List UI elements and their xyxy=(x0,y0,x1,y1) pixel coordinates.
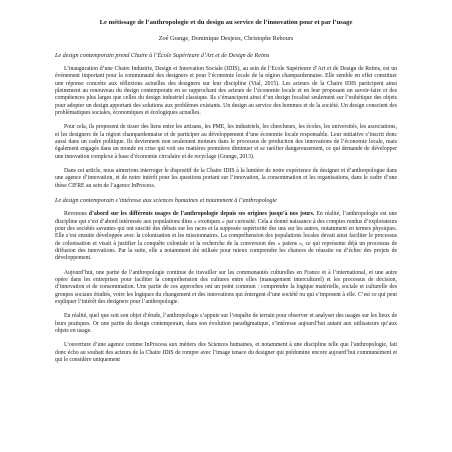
paragraph: L’inauguration d’une Chaire Industrie, Design et Innovation Sociale (IDIS), au sein de l’Ecole Supérieure d’Art et de Design de Reims, est un événement important pour la communauté des designers et pour l’économie locale de la région champardennaise. Elle semble en effet constituer une réponse concrète aux réflexions actuelles des designers sur leur discipline (Vial, 2015). Les acteurs de la Chaire IDIS participent ainsi pleinement au renouveau du design contemporain en se rapprochant des acteurs de l’économie locale et en leur proposant un savoir-faire et des compétences plus larges que celles du design industriel classique. Ils s’émancipent ainsi d’un design focalisé seulement sur l’esthétique des objets pour adopter un design apportant des solutions aux problèmes existants. Un design au service des hommes et de la société. Un design conscient des problématiques sociales, économiques et écologiques actuelles. xyxy=(55,66,397,117)
section-heading: Le design contemporain s’intéresse aux sciences humaines et notamment à l’anthropologie xyxy=(55,198,277,205)
paragraph: En réalité, quel que soit son objet d’étude, l’anthropologie s’appuie sur l’enquête de terrain pour observer et analyser des usages sur les lieux de leurs pratiques. Or une partie du design contemporain, dans son évolution paradigmatique, s’intéresse aujourd’hui autant aux utilisateurs qu’aux objets en usage. xyxy=(55,313,397,334)
paragraph xyxy=(55,211,397,262)
paragraph: Dans cet article, nous aimerions interroger le dispositif de la Chaire IDIS à la lumière de notre expérience de designer et d’anthropologue dans une agence d’innovation, et de notre intérêt pour les questions portant sur l’innovation, la consommation et les organisations, dans le cadre d’une thèse CIFRE au sein de l’agence InProcess. xyxy=(55,168,397,189)
document-title: Le métissage de l’anthropologie et du design au service de l’innovation pour et par l’usage xyxy=(99,19,353,26)
section-heading: Le design contemporain prend Chaire à l’École Supérieure d’Art et de Design de Reims xyxy=(55,53,270,59)
paragraph: Pour cela, ils proposent de tisser des liens entre les artisans, les PME, les industriels, les chercheurs, les écoles, les universités, les associations, et les designers de la région champardennaise et de participer au développement d’une économie locale responsable. Leur initiative s’inscrit donc aussi dans un cadre politique. Ils deviennent non seulement moteurs dans le processus de production des innovations de l’économie locale, mais également engagés dans un monde en crise qui voit ses matières premières diminuer et se raréfier dangereusement, ce qui demande de développer une innovation complexe à base d’économie circulaire et de recyclage (Grange, 2013). xyxy=(55,124,397,160)
paragraph: Aujourd’hui, une partie de l’anthropologie continue de travailler sur les communautés culturelles en France et à l’international, et une autre opère dans les entreprises pour faciliter la compréhension des cultures entre elles (management interculturel) et les processus de décision, d’innovation et de consommation. Une partie de ces approches ont un point commun : comprendre la logique matérielle, sociale et culturelle des groupes sociaux étudiés, voire les logiques du changement et des innovations qui émergent d’une société ou qui s’imposent à elle. C’est ce qui peut expliquer l’intérêt des designers pour l’anthropologie. xyxy=(55,269,397,305)
paragraph-rest: En réalité, l’anthropologie est une discipline qui s’est d’abord intéressée aux populations dites « exotiques » par curiosité. Cela a donné naissance à des comptes rendus d’explorateurs pour des sociétés savantes qui ont suscité des débats sur les races et la supposée supériorité des uns sur les autres, notamment en termes physiques. Elle s’est ensuite développée avec la colonisation et les missionnaires. La compréhension des populations locales devait ainsi faciliter le processus de colonisation et visait à justifier la conquête coloniale et la recherche de la conversion des « païens », ce qui représente déjà un processus de diffusion des innovations. Par la suite, elle a notamment été utilisée pour mieux comprendre les chances de réussite ou d’échec des projets de développement. xyxy=(55,211,397,262)
paragraph: L’ouverture d’une agence comme InProcess aux métiers des Sciences humaines, et notamment à une discipline telle que l’anthropologie, fait donc écho au souhait des acteurs de la Chaire IDIS de rompre avec l’image tenace du designer qui prédomine encore aujourd’hui communément et qui le considère uniquement xyxy=(55,342,397,363)
paragraph-bold-text: d’abord sur les différents usages de l’anthropologie depuis ses origines jusqu’à nos jours. xyxy=(88,211,315,218)
document-authors: Zoé Grange, Dominique Desjeux, Christophe Rebours xyxy=(158,35,294,42)
paragraph-lead: Revenons xyxy=(64,211,89,218)
